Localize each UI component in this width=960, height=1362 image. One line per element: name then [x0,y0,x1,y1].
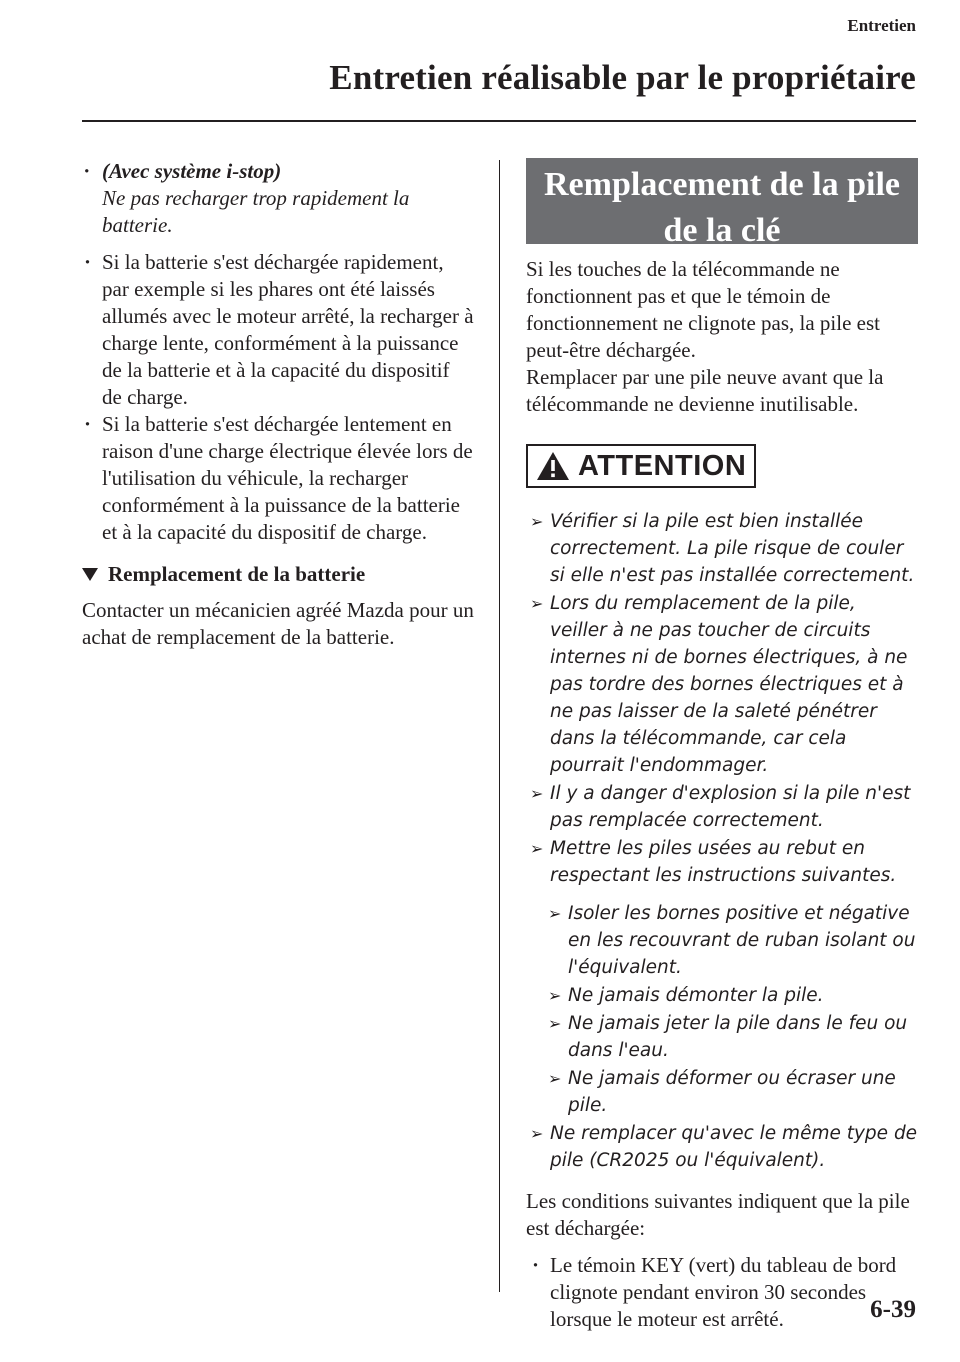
page-title: Entretien réalisable par le propriétaire [329,58,916,97]
bullet-fast-discharge-text: Si la batterie s'est déchargée rapidement, par exemple si les phares ont été laissés allumés avec le moteur arrêté, la recharger à charge lente, conformément à la puissance de la batterie et à la capacité du dispositif de charge. [102,250,474,409]
bullet-fast-discharge [82,249,474,411]
arrow-right-icon: ➢ [530,784,544,803]
sub-warning-item [544,982,918,1009]
conditions-intro: Les conditions suivantes indiquent que la pile est déchargée: [526,1189,910,1240]
bullet-dot-icon: · [84,250,92,274]
column-divider [499,160,500,1292]
warning-text: Mettre les piles usées au rebut en respectant les instructions suivantes. [550,838,897,886]
left-column [82,158,474,651]
warning-text: Il y a danger d'explosion si la pile n'est pas remplacée correctement. [550,783,911,831]
condition-item [530,1252,918,1333]
warning-text: Lors du remplacement de la pile, veiller à ne pas toucher de circuits internes ni de bornes électriques, à ne pas tordre des bornes électriques et à ne pas laisser de la saleté pénétrer dans la télécommande, car cela pourrait l'endommager. [550,593,908,776]
arrow-right-icon: ➢ [530,839,544,858]
condition-text: Le témoin KEY (vert) du tableau de bord clignote pendant environ 30 secondes lorsque le moteur est arrêté. [550,1253,897,1331]
arrow-right-icon: ➢ [548,1014,562,1033]
section-banner [526,158,918,249]
sub-warning-text: Ne jamais jeter la pile dans le feu ou dans l'eau. [568,1013,908,1061]
bullet-dot-icon: · [532,1253,540,1277]
bullet-dot-icon: · [84,159,90,183]
warning-item [526,508,918,589]
arrow-right-icon: ➢ [530,594,544,613]
attention-label: ATTENTION [578,449,747,482]
banner-line-1: Remplacement de la pile [544,166,900,203]
bullet-istop-title: (Avec système i-stop) [102,159,282,183]
triangle-down-icon [82,568,98,581]
arrow-right-icon: ➢ [530,512,544,531]
header-section: Entretien [847,16,916,35]
page-number: 6-39 [870,1296,916,1323]
arrow-right-icon: ➢ [530,1124,544,1143]
sub-warning-text: Ne jamais démonter la pile. [568,985,824,1006]
sub-warning-text: Isoler les bornes positive et négative en les recouvrant de ruban isolant ou l'équivalent. [568,903,916,978]
bullet-dot-icon: · [84,412,92,436]
sub-warning-item [544,1065,918,1119]
intro-paragraph-2: Remplacer par une pile neuve avant que la télécommande ne devienne inutilisable. [526,365,884,416]
warning-item [526,590,918,779]
arrow-right-icon: ➢ [548,904,562,923]
warning-item [526,780,918,834]
banner-line-2: de la clé [663,212,781,249]
warning-item [526,835,918,889]
warning-text: Vérifier si la pile est bien installée correctement. La pile risque de couler si elle n'est pas installée correctement. [550,511,915,586]
attention-box [526,444,756,488]
header-rule [82,120,916,122]
warning-list [526,508,918,1174]
warning-triangle-icon [536,451,570,481]
bullet-slow-discharge [82,411,474,546]
sub-warning-text: Ne jamais déformer ou écraser une pile. [568,1068,896,1116]
bullet-istop-text: Ne pas recharger trop rapidement la batterie. [102,186,410,237]
bullet-slow-discharge-text: Si la batterie s'est déchargée lentement en raison d'une charge électrique élevée lors de l'utilisation du véhicule, la recharger conformément à la puissance de la batterie et à la capacité du dispositif de charge. [102,412,473,544]
sub-warning-item [544,1010,918,1064]
warning-text: Ne remplacer qu'avec le même type de pile (CR2025 ou l'équivalent). [550,1123,918,1171]
sub-warning-item [544,900,918,981]
bullet-istop [82,158,474,239]
right-column [526,158,918,1333]
warning-item [526,1120,918,1174]
section-text-battery: Contacter un mécanicien agréé Mazda pour un achat de remplacement de la batterie. [82,598,474,649]
arrow-right-icon: ➢ [548,986,562,1005]
section-heading-battery [82,562,474,587]
section-heading-text: Remplacement de la batterie [108,562,366,586]
arrow-right-icon: ➢ [548,1069,562,1088]
intro-paragraph-1: Si les touches de la télécommande ne fonctionnent pas et que le témoin de fonctionnement ne clignote pas, la pile est peut-être déchargée. [526,257,880,362]
